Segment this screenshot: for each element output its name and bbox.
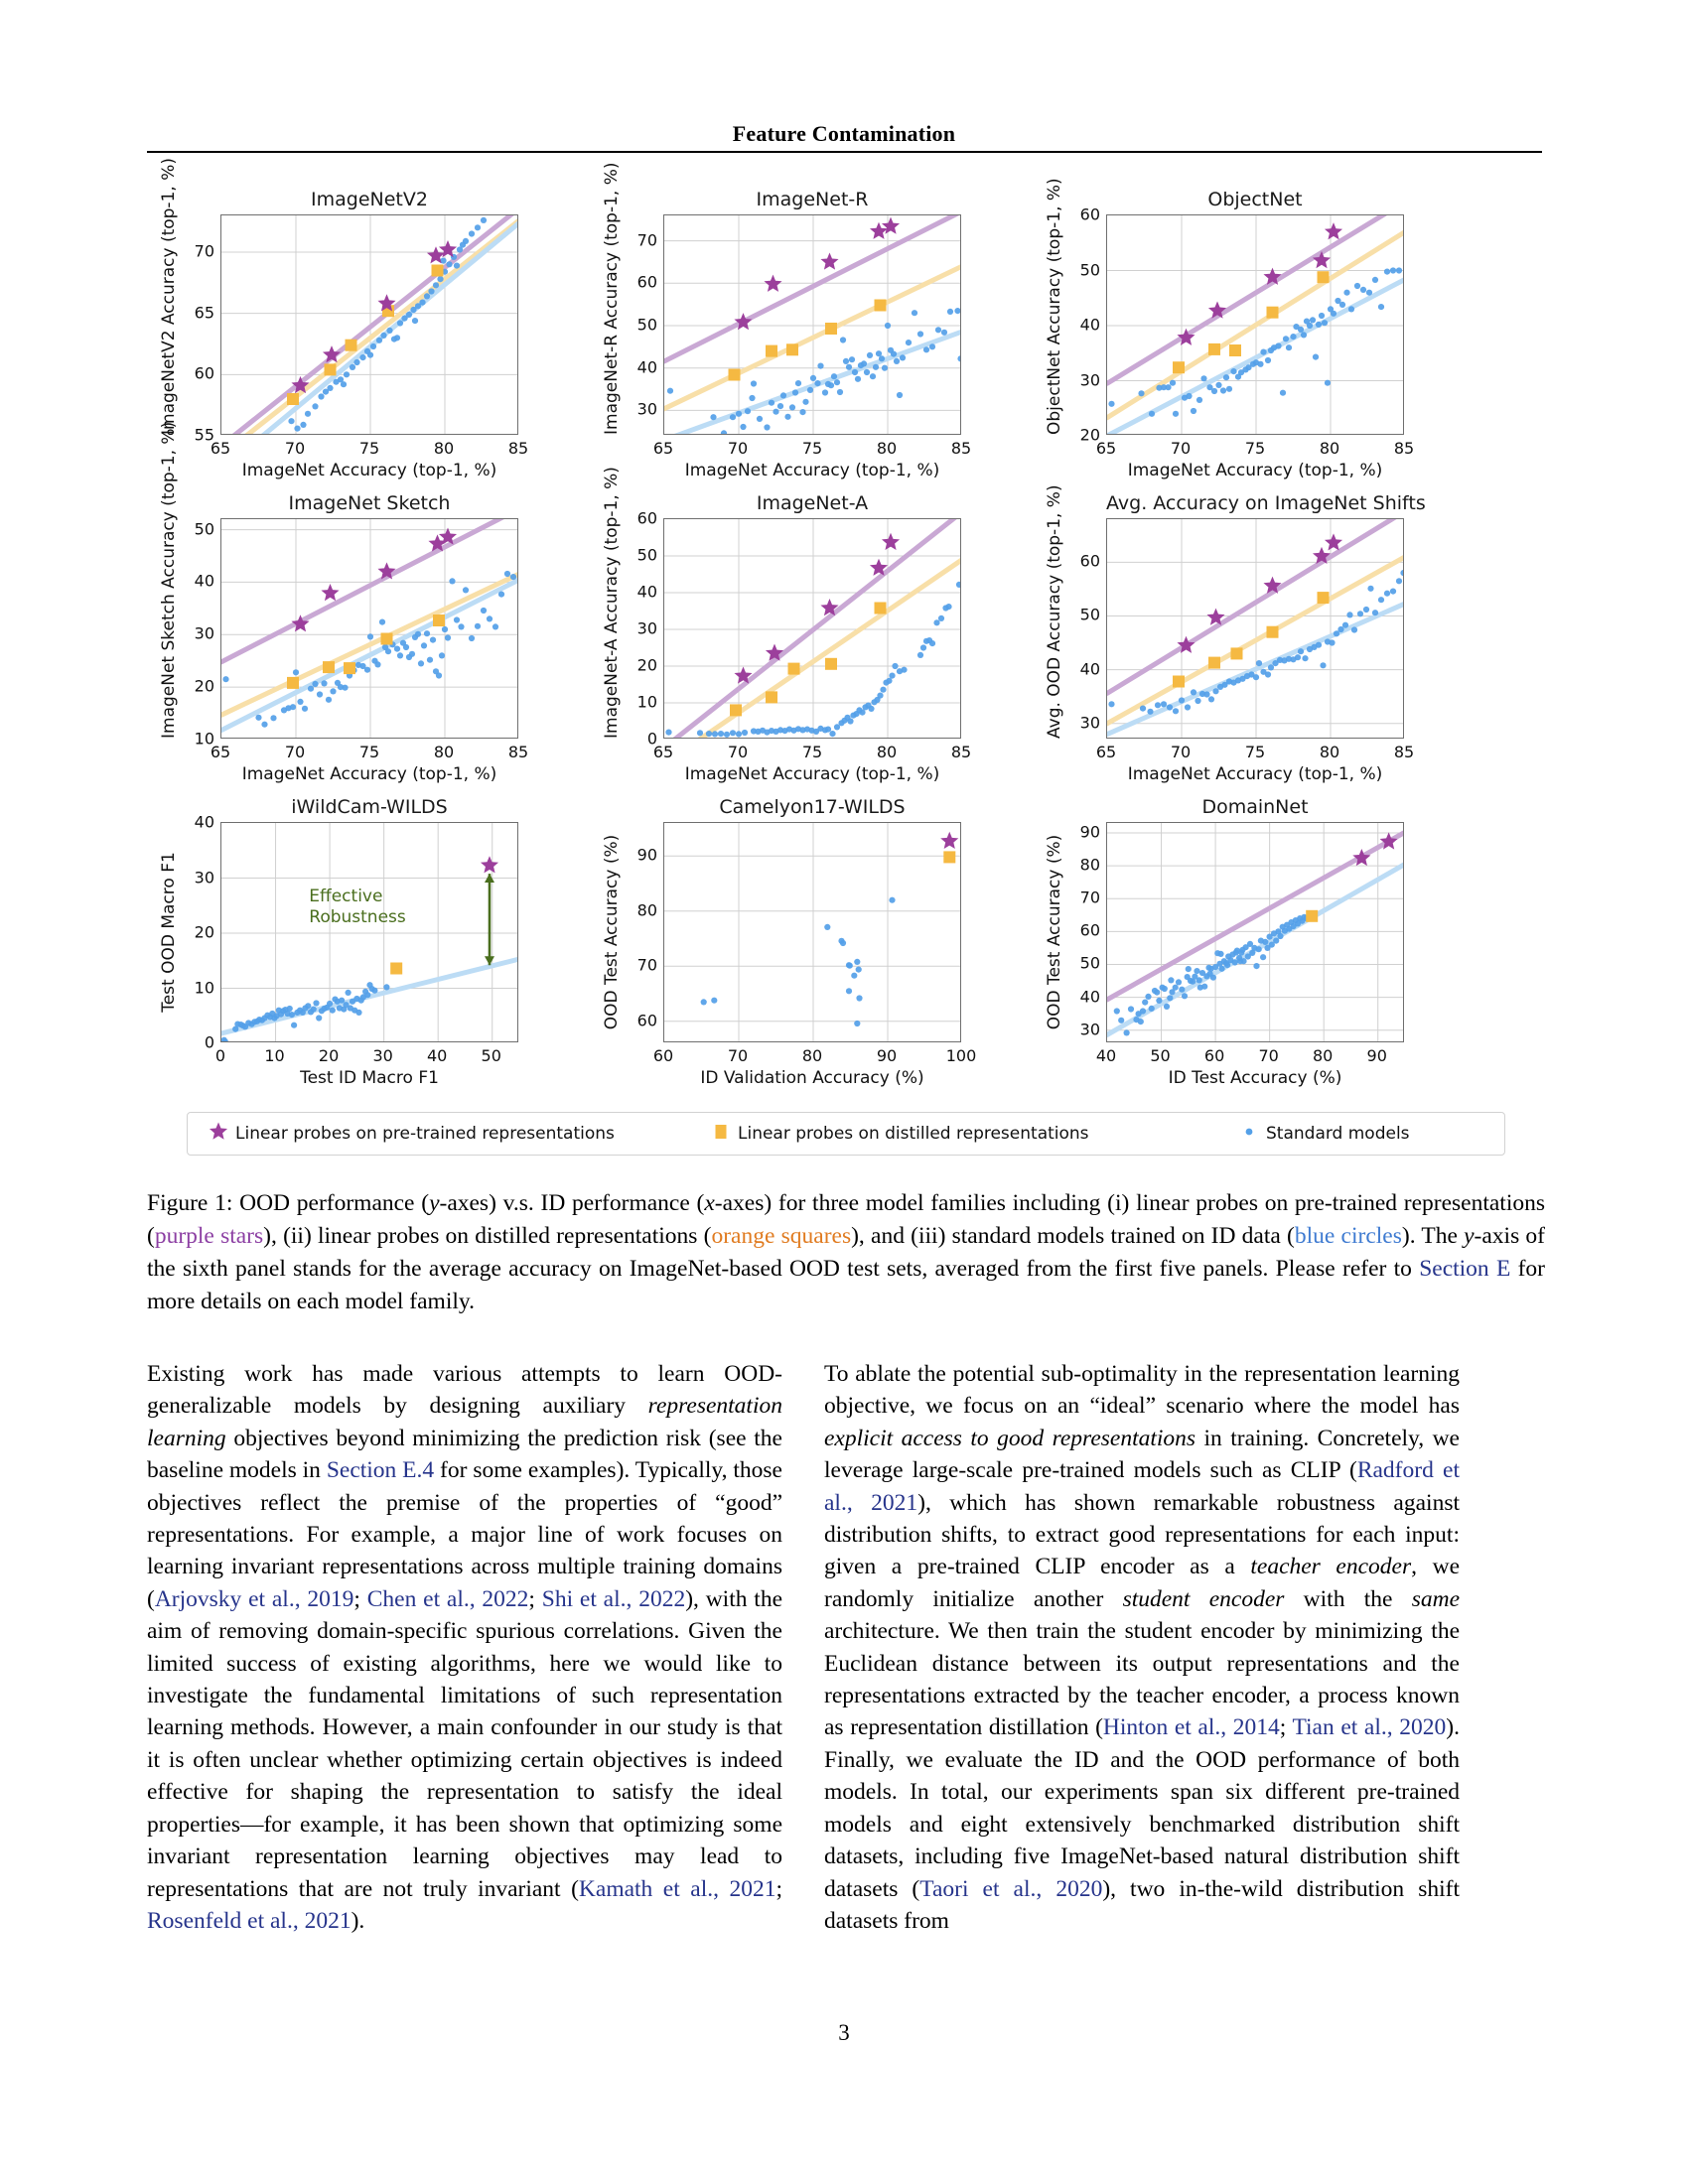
y-axis-ticks-imagenetv2 [181, 214, 214, 445]
page-number: 3 [838, 2020, 850, 2045]
y-tick-label: 0 [204, 1032, 214, 1052]
y-tick-label: 30 [636, 618, 657, 638]
caption-y1: y [429, 1190, 440, 1216]
y-tick-label: 40 [1079, 987, 1100, 1007]
chart-title-camelyon17-wilds: Camelyon17-WILDS [719, 796, 906, 818]
citation-section-e4[interactable]: Section E.4 [326, 1457, 435, 1484]
chart-title-imagenet-r: ImageNet-R [756, 189, 869, 210]
x-tick-label: 65 [1095, 743, 1117, 761]
y-axis-ticks-imagenet-a [624, 508, 657, 749]
x-tick-label: 90 [1366, 1046, 1387, 1065]
square-icon [704, 1121, 738, 1148]
y-tick-label: 10 [194, 978, 214, 997]
y-axis-ticks-imagenet-r [624, 214, 657, 435]
figure-legend [187, 1112, 1505, 1156]
x-axis-ticks-imagenet-r [652, 439, 972, 459]
y-tick-label: 30 [194, 623, 214, 643]
star-icon [202, 1121, 235, 1148]
figure-1 [147, 158, 1542, 1169]
citation-taori[interactable]: Taori et al., 2020 [919, 1875, 1103, 1902]
x-axis-label-objectnet: ImageNet Accuracy (top-1, %) [1127, 461, 1383, 480]
body-column-right [824, 1358, 1460, 1937]
y-axis-ticks-imagenet-sketch [181, 518, 214, 749]
x-axis-ticks-imagenetv2 [210, 439, 529, 459]
caption-purple-stars: purple stars [154, 1223, 264, 1249]
x-tick-label: 50 [481, 1046, 501, 1065]
x-tick-label: 100 [945, 1046, 977, 1065]
caption-t4: ), (ii) linear probes on distilled representations ( [263, 1223, 712, 1249]
caption-t3: -axes) for three model families including (i) linear probes on pre-trained representations ( [147, 1190, 1545, 1249]
y-tick-label: 30 [1079, 1020, 1100, 1039]
plot-area-imagenet-a [663, 518, 961, 739]
y-axis-label-camelyon17-wilds: OOD Test Accuracy (%) [602, 834, 622, 1030]
x-tick-label: 0 [214, 1046, 226, 1065]
y-tick-label: 90 [636, 845, 657, 865]
x-axis-label-avg-imagenet-shifts: ImageNet Accuracy (top-1, %) [1127, 764, 1383, 784]
plot-area-domainnet [1106, 822, 1404, 1042]
y-tick-label: 70 [636, 230, 657, 250]
x-tick-label: 65 [652, 439, 674, 458]
p-r-s7: ; [1279, 1714, 1293, 1741]
x-tick-label: 70 [1170, 439, 1192, 458]
p-r-s6: architecture. We then train the student encoder by minimizing the Euclidean distance between its output representations and the representations extracted by the teacher encoder, a process known as representation distillation ( [824, 1618, 1460, 1741]
x-tick-label: 65 [652, 743, 674, 761]
p-r-s4: , we randomly initialize another [824, 1554, 1461, 1612]
figure-caption [147, 1187, 1545, 1318]
x-tick-label: 85 [507, 743, 529, 761]
x-tick-label: 65 [210, 439, 231, 458]
y-tick-label: 70 [1079, 887, 1100, 907]
x-tick-label: 80 [433, 439, 455, 458]
y-axis-label-objectnet: ObjectNet Accuracy (top-1, %) [1045, 178, 1064, 435]
y-axis-label-avg-imagenet-shifts: Avg. OOD Accuracy (top-1, %) [1045, 484, 1064, 739]
p-r-s9: ), two in-the-wild distribution shift datasets from [824, 1875, 1460, 1934]
x-axis-label-camelyon17-wilds: ID Validation Accuracy (%) [700, 1068, 924, 1088]
y-tick-label: 50 [1079, 953, 1100, 973]
chart-title-imagenet-a: ImageNet-A [756, 492, 869, 514]
paragraph-left [147, 1358, 782, 1937]
y-tick-label: 55 [194, 425, 214, 445]
y-axis-ticks-objectnet [1066, 205, 1100, 445]
chart-title-objectnet: ObjectNet [1207, 189, 1303, 210]
y-axis-label-imagenetv2: ImageNetV2 Accuracy (top-1, %) [159, 158, 179, 435]
caption-t5: ), and (iii) standard models trained on ID data ( [851, 1223, 1295, 1249]
y-axis-label-iwildcam-wilds: Test OOD Macro F1 [159, 852, 179, 1013]
citation-radford[interactable]: Radford et al., 2021 [824, 1457, 1460, 1516]
p-r-i4: same [1411, 1585, 1460, 1612]
x-axis-ticks-imagenet-a [652, 743, 972, 762]
p-r-s8: ). Finally, we evaluate the ID and the OOD performance of both models. In total, our experiments span six different pre-trained models and eight extensively benchmarked distribution shift datasets, including five ImageNet-based natural distribution shift datasets ( [824, 1714, 1460, 1902]
x-tick-label: 70 [727, 743, 749, 761]
chart-title-iwildcam-wilds: iWildCam-WILDS [291, 796, 448, 818]
caption-section-link[interactable]: Section E [1419, 1256, 1511, 1282]
caption-t8: for more details on each model family. [147, 1256, 1546, 1314]
circle-icon [1232, 1121, 1266, 1148]
x-tick-label: 40 [1095, 1046, 1117, 1065]
x-axis-ticks-iwildcam-wilds [214, 1046, 518, 1066]
y-tick-label: 40 [636, 582, 657, 602]
y-tick-label: 40 [636, 357, 657, 377]
x-tick-label: 70 [284, 743, 306, 761]
x-tick-label: 40 [426, 1046, 448, 1065]
y-tick-label: 60 [636, 508, 657, 528]
x-tick-label: 80 [876, 439, 898, 458]
p-l-s3: for some examples). Typically, those objectives reflect the premise of the properties of “good” representations. For example, a major line of work focuses on learning invariant representations across multiple training domains ( [147, 1457, 782, 1612]
y-axis-label-imagenet-a: ImageNet-A Accuracy (top-1, %) [602, 467, 622, 739]
x-tick-label: 60 [652, 1046, 674, 1065]
y-tick-label: 60 [194, 363, 214, 383]
p-l-i1: representation learning [147, 1393, 782, 1451]
plot-area-avg-imagenet-shifts [1106, 518, 1404, 739]
citation-arjovsky[interactable]: Arjovsky et al., 2019 [154, 1585, 354, 1612]
y-axis-ticks-domainnet [1066, 822, 1100, 1042]
x-tick-label: 70 [727, 1046, 749, 1065]
x-axis-label-domainnet: ID Test Accuracy (%) [1168, 1068, 1342, 1088]
plot-area-objectnet [1106, 214, 1404, 435]
x-axis-label-imagenetv2: ImageNet Accuracy (top-1, %) [241, 461, 497, 480]
paragraph-right [824, 1358, 1460, 1937]
y-tick-label: 60 [1079, 205, 1100, 224]
x-tick-label: 60 [1203, 1046, 1225, 1065]
p-r-s3: ), which has shown remarkable robustness against distribution shifts, to extract good representations for each input: given a pre-trained CLIP encoder as a [824, 1489, 1460, 1580]
caption-y2: y [1464, 1223, 1475, 1249]
x-tick-label: 20 [318, 1046, 340, 1065]
y-tick-label: 20 [636, 655, 657, 675]
x-tick-label: 90 [876, 1046, 898, 1065]
citation-shi[interactable]: Shi et al., 2022 [541, 1585, 686, 1612]
x-axis-label-imagenet-r: ImageNet Accuracy (top-1, %) [684, 461, 940, 480]
p-r-i1: explicit access to good representations [824, 1425, 1196, 1451]
y-axis-label-imagenet-r: ImageNet-R Accuracy (top-1, %) [602, 162, 622, 435]
y-tick-label: 40 [1079, 659, 1100, 679]
x-axis-ticks-domainnet [1095, 1046, 1404, 1066]
chart-title-domainnet: DomainNet [1201, 796, 1309, 818]
x-tick-label: 85 [950, 439, 972, 458]
citation-kamath[interactable]: Kamath et al., 2021 [578, 1875, 776, 1902]
legend-item-circle [1232, 1121, 1410, 1148]
legend-label: Linear probes on distilled representations [738, 1124, 1089, 1144]
header-rule [147, 151, 1542, 153]
effective-robustness-annotation [309, 887, 405, 929]
y-tick-label: 60 [636, 1011, 657, 1030]
p-r-s2: in training. Concretely, we leverage large-scale pre-trained models such as CLIP ( [824, 1425, 1460, 1484]
citation-tian[interactable]: Tian et al., 2020 [1292, 1714, 1447, 1741]
y-tick-label: 50 [1079, 260, 1100, 279]
caption-orange-squares: orange squares [711, 1223, 852, 1249]
x-tick-label: 75 [1244, 743, 1266, 761]
p-l-s4: ; [353, 1585, 367, 1612]
x-tick-label: 75 [801, 439, 823, 458]
running-header-title: Feature Contamination [732, 121, 956, 146]
p-l-s5: ; [528, 1585, 542, 1612]
y-tick-label: 10 [194, 729, 214, 749]
x-tick-label: 85 [1393, 439, 1415, 458]
plot-area-imagenetv2 [220, 214, 518, 435]
p-r-s5: with the [1284, 1585, 1412, 1612]
y-tick-label: 50 [194, 519, 214, 539]
x-tick-label: 80 [1319, 439, 1340, 458]
y-tick-label: 40 [1079, 315, 1100, 335]
x-tick-label: 75 [1244, 439, 1266, 458]
x-axis-label-imagenet-sketch: ImageNet Accuracy (top-1, %) [241, 764, 497, 784]
x-axis-ticks-avg-imagenet-shifts [1095, 743, 1415, 762]
y-tick-label: 30 [194, 868, 214, 887]
y-axis-ticks-iwildcam-wilds [181, 812, 214, 1052]
y-axis-ticks-camelyon17-wilds [624, 822, 657, 1042]
y-tick-label: 65 [194, 303, 214, 323]
y-tick-label: 20 [1079, 425, 1100, 445]
x-tick-label: 80 [1312, 1046, 1334, 1065]
y-tick-label: 80 [1079, 855, 1100, 875]
y-tick-label: 20 [194, 922, 214, 942]
x-axis-ticks-camelyon17-wilds [652, 1046, 977, 1066]
y-tick-label: 60 [1079, 920, 1100, 940]
chart-title-imagenet-sketch: ImageNet Sketch [288, 492, 451, 514]
y-tick-label: 20 [194, 676, 214, 696]
x-tick-label: 85 [950, 743, 972, 761]
y-tick-label: 80 [636, 900, 657, 920]
legend-item-square [704, 1121, 1089, 1148]
p-l-s2: objectives beyond minimizing the prediction risk (see the baseline models in [147, 1425, 782, 1484]
x-tick-label: 85 [1393, 743, 1415, 761]
annotation-line-1: Effective [309, 886, 383, 906]
x-axis-ticks-imagenet-sketch [210, 743, 529, 762]
p-l-s6: ), with the aim of removing domain-specific spurious correlations. Given the limited success of existing algorithms, here we would like to investigate the fundamental limitations of such representation learning methods. However, a main confounder in our study is that it is often unclear whether optimizing certain objectives is indeed effective for shaping the representation to satisfy the ideal properties—for example, it has been shown that optimizing some invariant representation learning objectives may lead to representations that are not truly invariant ( [147, 1585, 783, 1902]
x-tick-label: 80 [801, 1046, 823, 1065]
caption-blue-circles: blue circles [1294, 1223, 1402, 1249]
y-tick-label: 70 [636, 955, 657, 975]
plot-area-camelyon17-wilds [663, 822, 961, 1042]
plot-area-iwildcam-wilds [220, 822, 518, 1042]
chart-title-imagenetv2: ImageNetV2 [311, 189, 428, 210]
legend-label: Linear probes on pre-trained representations [235, 1124, 615, 1144]
citation-hinton[interactable]: Hinton et al., 2014 [1102, 1714, 1280, 1741]
x-tick-label: 70 [1170, 743, 1192, 761]
p-r-s1: To ablate the potential sub-optimality in the representation learning objective, we focus on an “ideal” scenario where the model has [824, 1361, 1460, 1420]
y-axis-ticks-avg-imagenet-shifts [1066, 518, 1100, 739]
x-tick-label: 70 [727, 439, 749, 458]
x-tick-label: 75 [801, 743, 823, 761]
figure-panel-grid [147, 158, 1542, 1100]
p-r-i2: teacher encoder [1250, 1554, 1412, 1580]
y-tick-label: 60 [636, 272, 657, 292]
x-axis-label-iwildcam-wilds: Test ID Macro F1 [300, 1068, 439, 1088]
caption-label: Figure 1: [147, 1190, 233, 1216]
caption-t6: ). The [1401, 1223, 1465, 1249]
p-l-s1: Existing work has made various attempts to learn OOD-generalizable models by designing auxiliary [147, 1361, 782, 1420]
x-tick-label: 30 [372, 1046, 393, 1065]
y-tick-label: 0 [646, 729, 657, 749]
y-axis-label-domainnet: OOD Test Accuracy (%) [1045, 834, 1064, 1030]
x-tick-label: 80 [1319, 743, 1340, 761]
x-tick-label: 75 [358, 439, 380, 458]
annotation-line-2: Robustness [309, 906, 406, 927]
y-tick-label: 90 [1079, 822, 1100, 842]
y-tick-label: 30 [1079, 370, 1100, 389]
p-l-s8: ). [351, 1907, 365, 1934]
citation-rosenfeld[interactable]: Rosenfeld et al., 2021 [147, 1907, 352, 1934]
y-tick-label: 50 [636, 545, 657, 565]
x-tick-label: 85 [507, 439, 529, 458]
y-tick-label: 50 [1079, 605, 1100, 624]
body-column-left [147, 1358, 782, 1937]
p-r-i3: student encoder [1122, 1585, 1285, 1612]
y-tick-label: 50 [636, 315, 657, 335]
x-tick-label: 70 [1258, 1046, 1279, 1065]
x-tick-label: 10 [264, 1046, 285, 1065]
x-tick-label: 80 [433, 743, 455, 761]
y-tick-label: 60 [1079, 551, 1100, 571]
x-tick-label: 65 [1095, 439, 1117, 458]
caption-t2: -axes) v.s. ID performance ( [439, 1190, 705, 1216]
legend-label: Standard models [1266, 1124, 1410, 1144]
y-tick-label: 10 [636, 692, 657, 712]
y-tick-label: 70 [194, 241, 214, 261]
citation-chen[interactable]: Chen et al., 2022 [366, 1585, 529, 1612]
y-tick-label: 40 [194, 571, 214, 591]
y-axis-label-imagenet-sketch: ImageNet Sketch Accuracy (top-1, %) [159, 421, 179, 739]
x-axis-ticks-objectnet [1095, 439, 1415, 459]
x-axis-label-imagenet-a: ImageNet Accuracy (top-1, %) [684, 764, 940, 784]
caption-t7: -axis of the sixth panel stands for the average accuracy on ImageNet-based OOD test sets, averaged from the first five panels. Please refer to [147, 1223, 1546, 1282]
legend-item-star [202, 1121, 615, 1148]
caption-t1: OOD performance ( [232, 1190, 430, 1216]
x-tick-label: 80 [876, 743, 898, 761]
p-l-s7: ; [775, 1875, 782, 1902]
x-tick-label: 65 [210, 743, 231, 761]
x-tick-label: 50 [1150, 1046, 1171, 1065]
y-tick-label: 30 [636, 399, 657, 419]
x-tick-label: 75 [358, 743, 380, 761]
plot-area-imagenet-r [663, 214, 961, 435]
plot-area-imagenet-sketch [220, 518, 518, 739]
chart-title-avg-imagenet-shifts: Avg. Accuracy on ImageNet Shifts [1106, 492, 1426, 514]
x-tick-label: 70 [284, 439, 306, 458]
y-tick-label: 40 [194, 812, 214, 832]
y-tick-label: 30 [1079, 713, 1100, 733]
caption-x1: x [704, 1190, 715, 1216]
running-header [0, 121, 1688, 147]
